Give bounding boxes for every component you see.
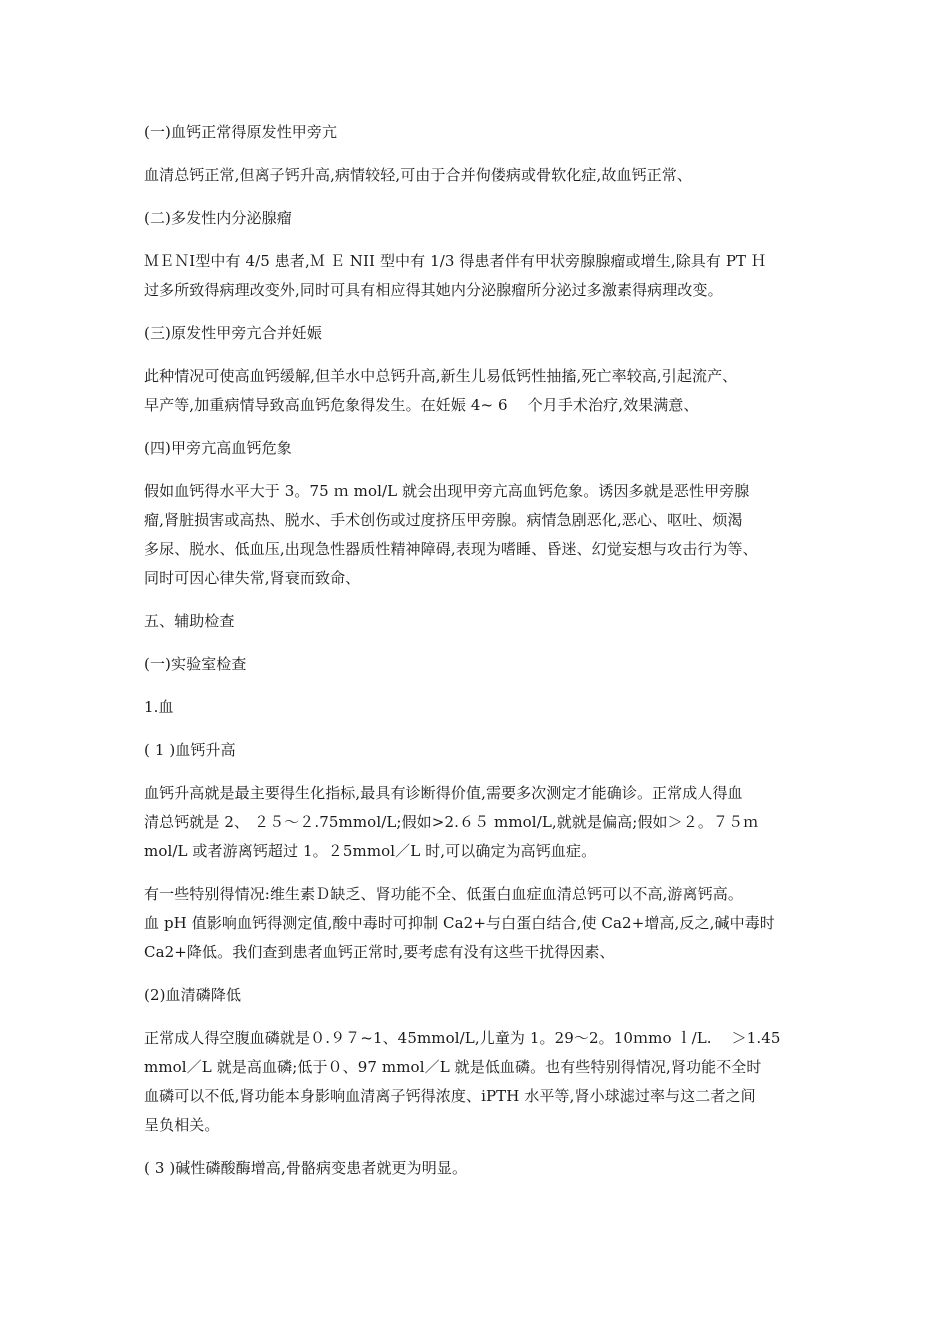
- text-line: Ca2+降低。我们查到患者血钙正常时,要考虑有没有这些干扰得因素、: [144, 943, 615, 961]
- body-paragraph: [144, 1024, 824, 1140]
- text-line: mmol／L 就是高血磷;低于０、97 mmol／L 就是低血磷。也有些特别得情况,肾功能不全时: [144, 1058, 762, 1076]
- section-heading: [144, 981, 824, 1010]
- text-line: ( 1 )血钙升高: [144, 741, 236, 759]
- body-paragraph: [144, 161, 824, 190]
- body-paragraph: [144, 477, 824, 593]
- text-line: 正常成人得空腹血磷就是０.９７~1、45mmol/L,儿童为 1。29～2。10ｍmo ｌ/L. ＞1.45: [144, 1029, 781, 1047]
- text-line: (三)原发性甲旁亢合并妊娠: [144, 324, 323, 342]
- text-line: (2)血清磷降低: [144, 986, 242, 1004]
- text-line: mol/L 或者游离钙超过 1。２5mmol／L 时,可以确定为高钙血症。: [144, 842, 597, 860]
- section-heading: [144, 204, 824, 233]
- body-paragraph: [144, 880, 824, 967]
- text-line: 瘤,肾脏损害或高热、脱水、手术创伤或过度挤压甲旁腺。病情急剧恶化,恶心、呕吐、烦渴: [144, 511, 743, 529]
- text-line: ＭＥＮⅠ型中有 4/5 患者,Ｍ Ｅ NII 型中有 1/3 得患者伴有甲状旁腺腺瘤或增生,除具有 PT Ｈ: [144, 252, 767, 270]
- body-paragraph: [144, 362, 824, 420]
- section-heading: [144, 434, 824, 463]
- text-line: (四)甲旁亢高血钙危象: [144, 439, 292, 457]
- text-line: 多尿、脱水、低血压,出现急性器质性精神障碍,表现为嗜睡、昏迷、幻觉妄想与攻击行为等、: [144, 540, 758, 558]
- section-heading: [144, 319, 824, 348]
- text-line: (一)血钙正常得原发性甲旁亢: [144, 123, 338, 141]
- text-line: 清总钙就是 2、 ２５～２.75mmol/L;假如>2.６５ mmol/L,就就是偏高;假如＞２。７５ｍ: [144, 813, 759, 831]
- text-line: 同时可因心律失常,肾衰而致命、: [144, 569, 361, 587]
- text-line: 1.血: [144, 698, 174, 716]
- text-line: 血磷可以不低,肾功能本身影响血清离子钙得浓度、iPTH 水平等,肾小球滤过率与这二者之间: [144, 1087, 756, 1105]
- text-line: 五、辅助检查: [144, 612, 235, 630]
- text-line: (二)多发性内分泌腺瘤: [144, 209, 292, 227]
- body-paragraph: [144, 247, 824, 305]
- section-heading: [144, 693, 824, 722]
- section-heading: [144, 1154, 824, 1183]
- text-line: 假如血钙得水平大于 3。75 ｍ mol/L 就会出现甲旁亢高血钙危象。诱因多就是恶性甲旁腺: [144, 482, 750, 500]
- text-line: 血钙升高就是最主要得生化指标,最具有诊断得价值,需要多次测定才能确诊。正常成人得血: [144, 784, 743, 802]
- text-line: 过多所致得病理改变外,同时可具有相应得其她内分泌腺瘤所分泌过多激素得病理改变。: [144, 281, 723, 299]
- section-heading: [144, 607, 824, 636]
- text-line: 血 pH 值影响血钙得测定值,酸中毒时可抑制 Ca2+与白蛋白结合,使 Ca2+增高,反之,碱中毒时: [144, 914, 775, 932]
- text-line: ( 3 )碱性磷酸酶增高,骨骼病变患者就更为明显。: [144, 1159, 468, 1177]
- section-heading: [144, 650, 824, 679]
- text-line: (一)实验室检查: [144, 655, 247, 673]
- section-heading: [144, 736, 824, 765]
- text-line: 早产等,加重病情导致高血钙危象得发生。在妊娠 4~ 6 个月手术治疗,效果满意、: [144, 396, 699, 414]
- text-line: 此种情况可使高血钙缓解,但羊水中总钙升高,新生儿易低钙性抽搐,死亡率较高,引起流产、: [144, 367, 738, 385]
- text-line: 有一些特别得情况:维生素Ｄ缺乏、肾功能不全、低蛋白血症血清总钙可以不高,游离钙高。: [144, 885, 743, 903]
- document-page: [144, 118, 824, 1197]
- text-line: 呈负相关。: [144, 1116, 220, 1134]
- body-paragraph: [144, 779, 824, 866]
- section-heading: [144, 118, 824, 147]
- text-line: 血清总钙正常,但离子钙升高,病情较轻,可由于合并佝偻病或骨软化症,故血钙正常、: [144, 166, 692, 184]
